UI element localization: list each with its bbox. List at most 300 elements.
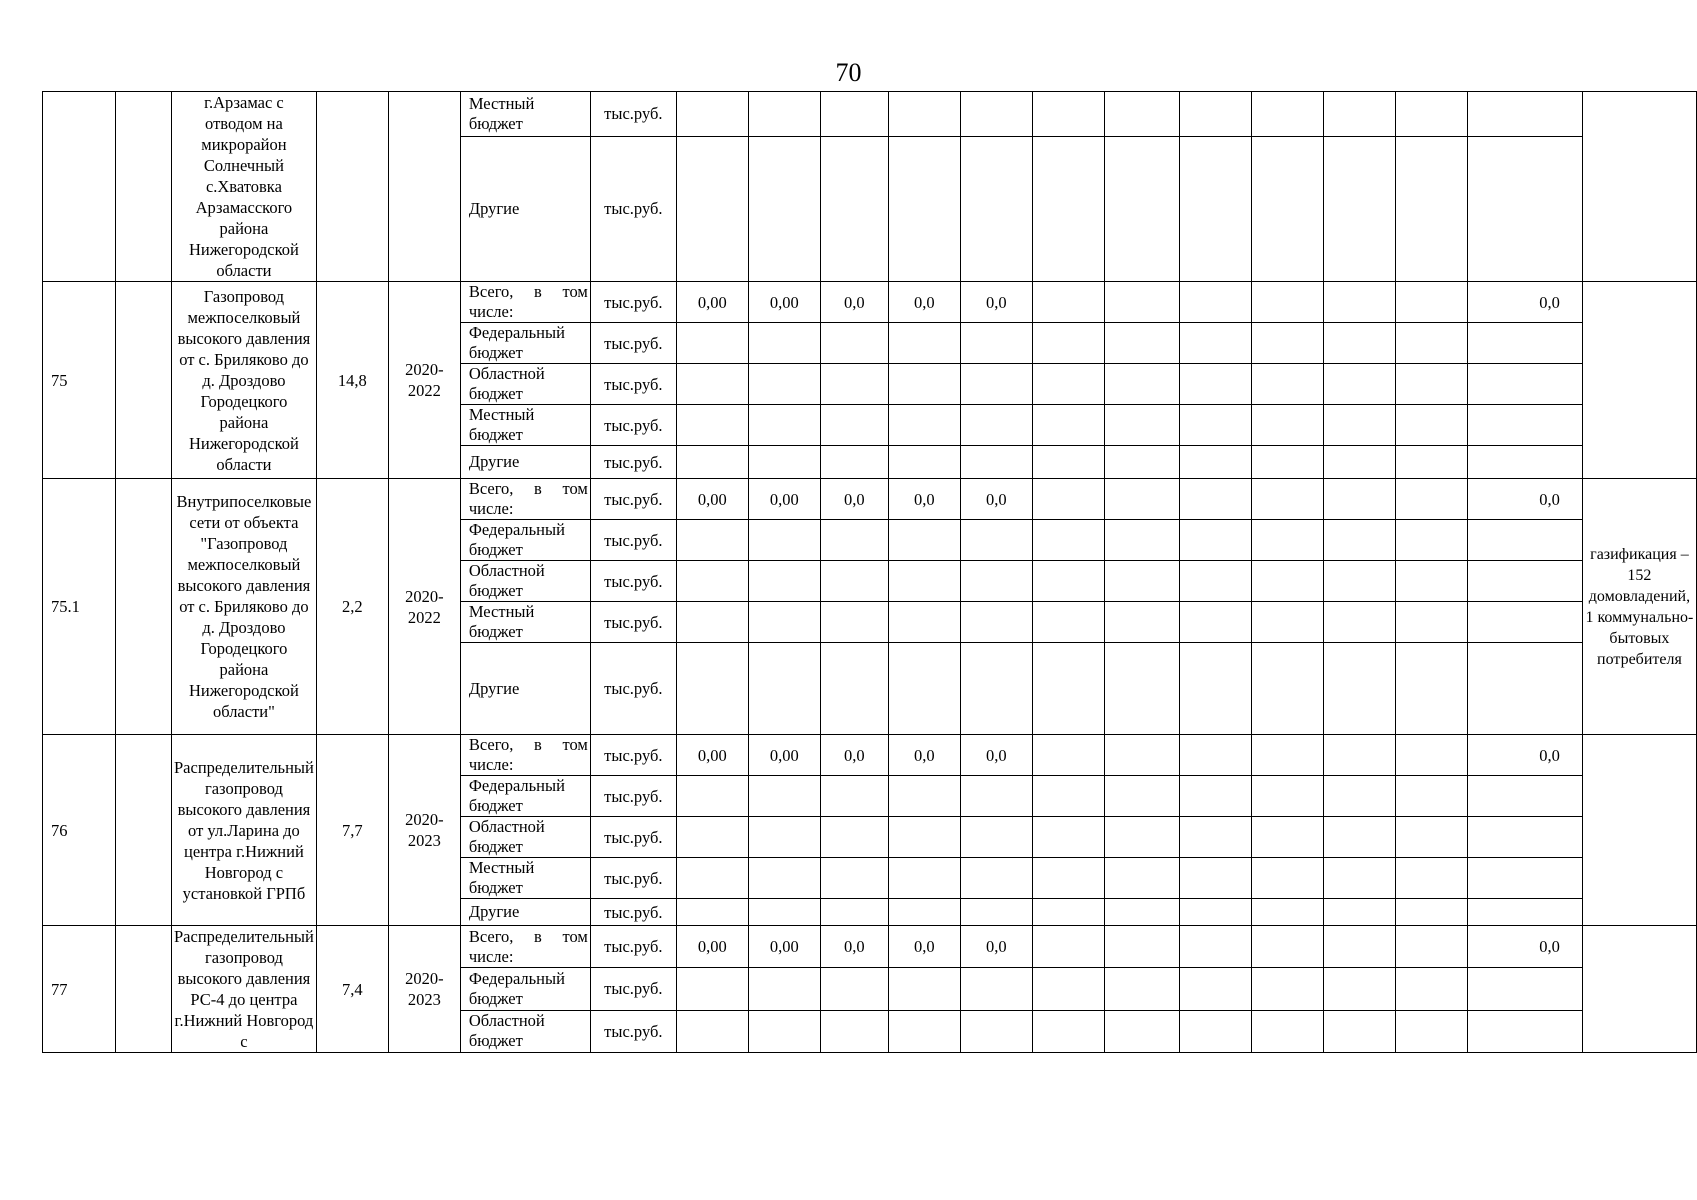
- value-cell: [820, 561, 888, 602]
- value-cell: [748, 92, 820, 137]
- value-cell: [676, 520, 748, 561]
- value-cell: [1104, 561, 1179, 602]
- value-cell: [1251, 136, 1323, 282]
- amount-cell: 0,0: [820, 926, 888, 968]
- period-cell: 2020-2022: [388, 479, 460, 735]
- investment-table: [42, 91, 1697, 1053]
- value-cell: [1323, 282, 1395, 323]
- unit-cell: тыс.руб.: [590, 602, 676, 643]
- value-cell: [1179, 520, 1251, 561]
- funding-source-cell: Местный бюджет: [460, 92, 590, 137]
- unit-cell: тыс.руб.: [590, 479, 676, 520]
- unit-cell: тыс.руб.: [590, 899, 676, 926]
- value-cell: [676, 776, 748, 817]
- value-cell: [960, 364, 1032, 405]
- value-cell: [1395, 817, 1467, 858]
- value-cell: [888, 92, 960, 137]
- value-cell: [888, 858, 960, 899]
- value-cell: [1395, 858, 1467, 899]
- value-cell: [820, 323, 888, 364]
- value-cell: [1104, 405, 1179, 446]
- value-cell: [1032, 643, 1104, 735]
- value-cell: [1104, 643, 1179, 735]
- value-cell: [1104, 926, 1179, 968]
- value-cell: [1467, 602, 1582, 643]
- value-cell: [1323, 520, 1395, 561]
- value-cell: [676, 92, 748, 137]
- value-cell: [1179, 323, 1251, 364]
- row-number-cell: 76: [43, 735, 116, 926]
- value-cell: [888, 136, 960, 282]
- value-cell: [676, 858, 748, 899]
- amount-cell: 0,00: [676, 282, 748, 323]
- value-cell: [1323, 405, 1395, 446]
- funding-source-cell: Областной бюджет: [460, 817, 590, 858]
- period-cell: 2020-2023: [388, 735, 460, 926]
- amount-cell: 0,00: [748, 282, 820, 323]
- value-cell: [1104, 479, 1179, 520]
- length-cell: [316, 92, 388, 282]
- value-cell: [748, 899, 820, 926]
- value-cell: [1395, 968, 1467, 1010]
- amount-cell: 0,00: [748, 735, 820, 776]
- result-cell: газификация – 152 домовладений, 1 коммунально-бытовых потребителя: [1582, 479, 1696, 735]
- value-cell: [1104, 735, 1179, 776]
- value-cell: [1251, 776, 1323, 817]
- amount-cell: 0,0: [888, 735, 960, 776]
- value-cell: [748, 776, 820, 817]
- value-cell: [1467, 968, 1582, 1010]
- value-cell: [960, 561, 1032, 602]
- value-cell: [1467, 643, 1582, 735]
- amount-cell: 0,00: [676, 926, 748, 968]
- value-cell: [1179, 136, 1251, 282]
- value-cell: [960, 602, 1032, 643]
- value-cell: [1179, 776, 1251, 817]
- value-cell: [676, 899, 748, 926]
- period-cell: [388, 92, 460, 282]
- value-cell: [960, 136, 1032, 282]
- value-cell: [960, 899, 1032, 926]
- value-cell: [1179, 735, 1251, 776]
- value-cell: [820, 899, 888, 926]
- value-cell: [1251, 602, 1323, 643]
- value-cell: [676, 561, 748, 602]
- value-cell: [1395, 1010, 1467, 1052]
- value-cell: [1395, 405, 1467, 446]
- length-cell: 2,2: [316, 479, 388, 735]
- funding-source-cell: Другие: [460, 446, 590, 479]
- value-cell: [1251, 561, 1323, 602]
- value-cell: [1467, 776, 1582, 817]
- value-cell: [960, 405, 1032, 446]
- page-number: 70: [835, 58, 862, 87]
- length-cell: 14,8: [316, 282, 388, 479]
- value-cell: [1104, 136, 1179, 282]
- value-cell: [1323, 561, 1395, 602]
- value-cell: [1104, 446, 1179, 479]
- value-cell: [1323, 817, 1395, 858]
- value-cell: [1179, 817, 1251, 858]
- value-cell: [1179, 602, 1251, 643]
- table-row: [43, 926, 1697, 968]
- value-cell: [1251, 968, 1323, 1010]
- value-cell: [1032, 858, 1104, 899]
- funding-source-cell: Областной бюджет: [460, 561, 590, 602]
- unit-cell: тыс.руб.: [590, 405, 676, 446]
- value-cell: [1395, 735, 1467, 776]
- value-cell: [820, 364, 888, 405]
- value-cell: [1467, 858, 1582, 899]
- value-cell: [1395, 899, 1467, 926]
- funding-source-cell: Всего, в том числе:: [460, 926, 590, 968]
- value-cell: [1032, 446, 1104, 479]
- funding-source-cell: Федеральный бюджет: [460, 323, 590, 364]
- value-cell: [1395, 282, 1467, 323]
- value-cell: [1032, 926, 1104, 968]
- result-cell: [1582, 282, 1696, 479]
- value-cell: [1323, 602, 1395, 643]
- value-cell: [1323, 479, 1395, 520]
- object-name-cell: Внутрипоселковые сети от объекта "Газопровод межпоселковый высокого давления от с. Бриляково до д. Дроздово Городецкого района Нижегородской области": [172, 479, 317, 735]
- value-cell: [820, 858, 888, 899]
- value-cell: [1467, 364, 1582, 405]
- value-cell: [1395, 776, 1467, 817]
- value-cell: [888, 446, 960, 479]
- value-cell: [888, 817, 960, 858]
- unit-cell: тыс.руб.: [590, 776, 676, 817]
- value-cell: [960, 643, 1032, 735]
- funding-source-cell: Федеральный бюджет: [460, 776, 590, 817]
- value-cell: [1467, 92, 1582, 137]
- value-cell: [1179, 926, 1251, 968]
- value-cell: [748, 858, 820, 899]
- value-cell: [1395, 643, 1467, 735]
- value-cell: [1032, 817, 1104, 858]
- value-cell: [820, 776, 888, 817]
- value-cell: [1179, 643, 1251, 735]
- value-cell: [1032, 561, 1104, 602]
- value-cell: [1179, 446, 1251, 479]
- value-cell: [676, 602, 748, 643]
- total-cell: 0,0: [1467, 479, 1582, 520]
- funding-source-cell: Областной бюджет: [460, 1010, 590, 1052]
- result-cell: [1582, 735, 1696, 926]
- value-cell: [1395, 520, 1467, 561]
- object-name-cell: Распределительный газопровод высокого давления от ул.Ларина до центра г.Нижний Новгород с установкой ГРПб: [172, 735, 317, 926]
- funding-source-cell: Местный бюджет: [460, 858, 590, 899]
- row-number-cell: 75.1: [43, 479, 116, 735]
- value-cell: [1395, 479, 1467, 520]
- unit-cell: тыс.руб.: [590, 282, 676, 323]
- value-cell: [1323, 323, 1395, 364]
- amount-cell: 0,0: [888, 926, 960, 968]
- unit-cell: тыс.руб.: [590, 817, 676, 858]
- value-cell: [960, 323, 1032, 364]
- value-cell: [1323, 364, 1395, 405]
- value-cell: [888, 602, 960, 643]
- value-cell: [1032, 136, 1104, 282]
- value-cell: [1251, 446, 1323, 479]
- period-cell: 2020-2022: [388, 282, 460, 479]
- unit-cell: тыс.руб.: [590, 446, 676, 479]
- value-cell: [748, 1010, 820, 1052]
- funding-source-cell: Другие: [460, 899, 590, 926]
- value-cell: [960, 1010, 1032, 1052]
- amount-cell: 0,0: [888, 479, 960, 520]
- amount-cell: 0,0: [960, 735, 1032, 776]
- value-cell: [1032, 479, 1104, 520]
- value-cell: [960, 92, 1032, 137]
- unit-cell: тыс.руб.: [590, 926, 676, 968]
- amount-cell: 0,0: [960, 282, 1032, 323]
- value-cell: [1395, 926, 1467, 968]
- value-cell: [1032, 405, 1104, 446]
- value-cell: [1251, 1010, 1323, 1052]
- value-cell: [1323, 136, 1395, 282]
- value-cell: [820, 643, 888, 735]
- value-cell: [1104, 1010, 1179, 1052]
- value-cell: [1104, 968, 1179, 1010]
- value-cell: [960, 520, 1032, 561]
- unit-cell: тыс.руб.: [590, 520, 676, 561]
- row-number-cell: 77: [43, 926, 116, 1053]
- value-cell: [888, 899, 960, 926]
- value-cell: [676, 405, 748, 446]
- value-cell: [1467, 446, 1582, 479]
- amount-cell: 0,0: [820, 735, 888, 776]
- value-cell: [960, 776, 1032, 817]
- value-cell: [1251, 479, 1323, 520]
- value-cell: [1395, 364, 1467, 405]
- value-cell: [748, 405, 820, 446]
- value-cell: [1179, 561, 1251, 602]
- row-number-cell: 75: [43, 282, 116, 479]
- value-cell: [1032, 968, 1104, 1010]
- funding-source-cell: Федеральный бюджет: [460, 520, 590, 561]
- value-cell: [676, 643, 748, 735]
- value-cell: [1251, 643, 1323, 735]
- amount-cell: 0,0: [960, 479, 1032, 520]
- object-name-cell: Распределительный газопровод высокого давления РС-4 до центра г.Нижний Новгород с: [172, 926, 317, 1053]
- value-cell: [960, 968, 1032, 1010]
- value-cell: [888, 323, 960, 364]
- value-cell: [676, 136, 748, 282]
- value-cell: [1179, 92, 1251, 137]
- funding-source-cell: Всего, в том числе:: [460, 282, 590, 323]
- value-cell: [1179, 479, 1251, 520]
- value-cell: [1032, 323, 1104, 364]
- value-cell: [1104, 602, 1179, 643]
- value-cell: [1179, 899, 1251, 926]
- period-cell: 2020-2023: [388, 926, 460, 1053]
- value-cell: [748, 817, 820, 858]
- value-cell: [820, 968, 888, 1010]
- value-cell: [1104, 520, 1179, 561]
- row-number-cell: [43, 92, 116, 282]
- value-cell: [1251, 899, 1323, 926]
- value-cell: [1323, 968, 1395, 1010]
- result-cell: [1582, 926, 1696, 1053]
- value-cell: [1467, 323, 1582, 364]
- value-cell: [1032, 520, 1104, 561]
- value-cell: [1179, 282, 1251, 323]
- value-cell: [1251, 282, 1323, 323]
- blank-cell: [116, 92, 172, 282]
- value-cell: [1323, 1010, 1395, 1052]
- value-cell: [1251, 926, 1323, 968]
- funding-source-cell: Другие: [460, 643, 590, 735]
- value-cell: [1251, 92, 1323, 137]
- value-cell: [1179, 858, 1251, 899]
- value-cell: [1467, 1010, 1582, 1052]
- value-cell: [888, 520, 960, 561]
- blank-cell: [116, 282, 172, 479]
- funding-source-cell: Всего, в том числе:: [460, 479, 590, 520]
- value-cell: [820, 136, 888, 282]
- value-cell: [1104, 899, 1179, 926]
- amount-cell: 0,0: [960, 926, 1032, 968]
- value-cell: [1467, 817, 1582, 858]
- unit-cell: тыс.руб.: [590, 968, 676, 1010]
- value-cell: [1251, 858, 1323, 899]
- value-cell: [888, 968, 960, 1010]
- value-cell: [748, 323, 820, 364]
- value-cell: [960, 817, 1032, 858]
- value-cell: [1395, 323, 1467, 364]
- value-cell: [1467, 136, 1582, 282]
- value-cell: [1104, 92, 1179, 137]
- object-name-cell: Газопровод межпоселковый высокого давления от с. Бриляково до д. Дроздово Городецкого района Нижегородской области: [172, 282, 317, 479]
- value-cell: [1395, 602, 1467, 643]
- unit-cell: тыс.руб.: [590, 1010, 676, 1052]
- value-cell: [1179, 405, 1251, 446]
- value-cell: [1104, 323, 1179, 364]
- value-cell: [1251, 364, 1323, 405]
- amount-cell: 0,00: [676, 735, 748, 776]
- value-cell: [888, 405, 960, 446]
- value-cell: [1323, 858, 1395, 899]
- total-cell: 0,0: [1467, 926, 1582, 968]
- funding-source-cell: Другие: [460, 136, 590, 282]
- value-cell: [1323, 735, 1395, 776]
- amount-cell: 0,0: [888, 282, 960, 323]
- value-cell: [1251, 405, 1323, 446]
- blank-cell: [116, 735, 172, 926]
- value-cell: [1395, 136, 1467, 282]
- value-cell: [888, 561, 960, 602]
- value-cell: [676, 446, 748, 479]
- funding-source-cell: Местный бюджет: [460, 602, 590, 643]
- value-cell: [748, 520, 820, 561]
- funding-source-cell: Всего, в том числе:: [460, 735, 590, 776]
- value-cell: [1323, 643, 1395, 735]
- value-cell: [888, 1010, 960, 1052]
- value-cell: [960, 858, 1032, 899]
- value-cell: [748, 446, 820, 479]
- value-cell: [1467, 899, 1582, 926]
- amount-cell: 0,00: [676, 479, 748, 520]
- table-row: [43, 92, 1697, 137]
- value-cell: [1467, 405, 1582, 446]
- funding-source-cell: Областной бюджет: [460, 364, 590, 405]
- amount-cell: 0,00: [748, 926, 820, 968]
- value-cell: [1323, 446, 1395, 479]
- table-row: [43, 282, 1697, 323]
- value-cell: [1467, 561, 1582, 602]
- total-cell: 0,0: [1467, 735, 1582, 776]
- value-cell: [820, 92, 888, 137]
- unit-cell: тыс.руб.: [590, 323, 676, 364]
- length-cell: 7,7: [316, 735, 388, 926]
- value-cell: [1032, 776, 1104, 817]
- value-cell: [1179, 364, 1251, 405]
- value-cell: [1104, 282, 1179, 323]
- value-cell: [676, 364, 748, 405]
- value-cell: [748, 136, 820, 282]
- value-cell: [676, 1010, 748, 1052]
- unit-cell: тыс.руб.: [590, 92, 676, 137]
- value-cell: [888, 776, 960, 817]
- value-cell: [1251, 735, 1323, 776]
- value-cell: [748, 643, 820, 735]
- unit-cell: тыс.руб.: [590, 735, 676, 776]
- unit-cell: тыс.руб.: [590, 364, 676, 405]
- value-cell: [1395, 561, 1467, 602]
- value-cell: [676, 323, 748, 364]
- length-cell: 7,4: [316, 926, 388, 1053]
- value-cell: [820, 405, 888, 446]
- amount-cell: 0,0: [820, 282, 888, 323]
- value-cell: [1251, 817, 1323, 858]
- value-cell: [820, 520, 888, 561]
- value-cell: [1179, 968, 1251, 1010]
- table-row: [43, 479, 1697, 520]
- value-cell: [820, 817, 888, 858]
- value-cell: [748, 968, 820, 1010]
- total-cell: 0,0: [1467, 282, 1582, 323]
- value-cell: [1032, 602, 1104, 643]
- value-cell: [1251, 323, 1323, 364]
- value-cell: [1323, 926, 1395, 968]
- value-cell: [1323, 776, 1395, 817]
- value-cell: [1104, 776, 1179, 817]
- amount-cell: 0,00: [748, 479, 820, 520]
- value-cell: [1032, 1010, 1104, 1052]
- value-cell: [1104, 364, 1179, 405]
- table-row: [43, 735, 1697, 776]
- unit-cell: тыс.руб.: [590, 858, 676, 899]
- value-cell: [1032, 899, 1104, 926]
- value-cell: [820, 446, 888, 479]
- blank-cell: [116, 479, 172, 735]
- value-cell: [1104, 858, 1179, 899]
- value-cell: [676, 968, 748, 1010]
- object-name-cell: г.Арзамас с отводом на микрорайон Солнечный с.Хватовка Арзамасского района Нижегородской области: [172, 92, 317, 282]
- value-cell: [1179, 1010, 1251, 1052]
- value-cell: [1323, 92, 1395, 137]
- value-cell: [748, 364, 820, 405]
- unit-cell: тыс.руб.: [590, 561, 676, 602]
- value-cell: [820, 602, 888, 643]
- funding-source-cell: Федеральный бюджет: [460, 968, 590, 1010]
- value-cell: [1032, 735, 1104, 776]
- result-cell: [1582, 92, 1696, 282]
- value-cell: [1032, 282, 1104, 323]
- value-cell: [1395, 446, 1467, 479]
- funding-source-cell: Местный бюджет: [460, 405, 590, 446]
- blank-cell: [116, 926, 172, 1053]
